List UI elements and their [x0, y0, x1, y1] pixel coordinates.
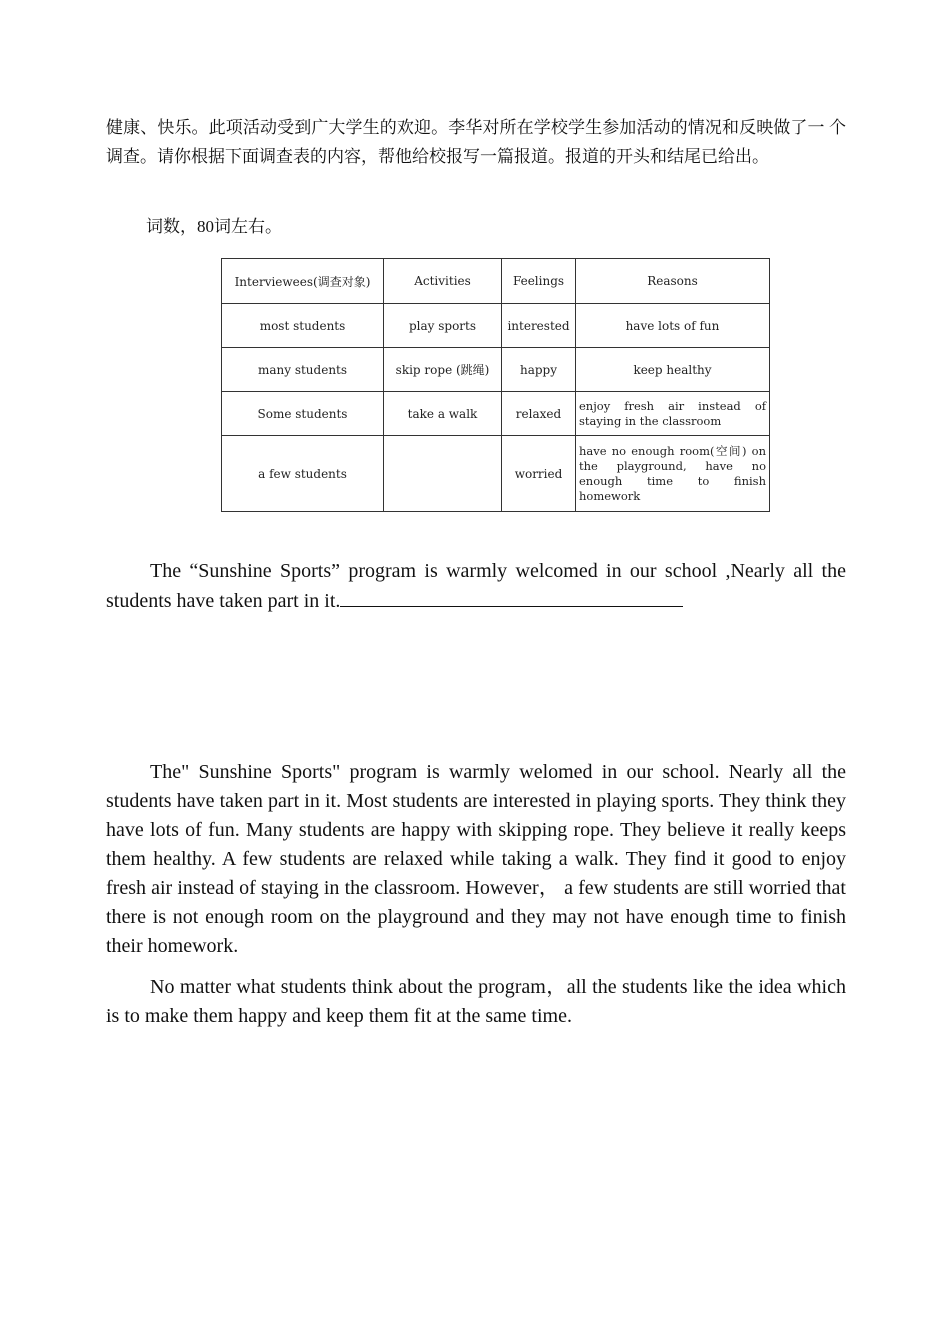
table-row [222, 436, 770, 512]
cell-interviewee: many students [222, 348, 384, 392]
essay-opening [106, 557, 846, 616]
header-reasons: Reasons [576, 259, 770, 304]
cell-reason: have lots of fun [576, 304, 770, 348]
essay-opening-text: The “Sunshine Sports” program is warmly welcomed in our school ,Nearly all the students have taken part in it. [106, 560, 846, 612]
cell-feeling: happy [502, 348, 576, 392]
cell-reason: keep healthy [576, 348, 770, 392]
cell-feeling: worried [502, 436, 576, 512]
cell-activity: take a walk [384, 392, 502, 436]
table-row [222, 304, 770, 348]
cell-reason: enjoy fresh air instead of staying in the classroom [576, 392, 770, 436]
word-count-requirement: 词数，80词左右。 [146, 217, 282, 236]
cell-interviewee: Some students [222, 392, 384, 436]
cell-activity [384, 436, 502, 512]
header-activities: Activities [384, 259, 502, 304]
cell-feeling: relaxed [502, 392, 576, 436]
task-instructions: 健康、快乐。此项活动受到广大学生的欢迎。李华对所在学校学生参加活动的情况和反映做了一 个调查。请你根据下面调查表的内容，帮他给校报写一篇报道。报道的开头和结尾已给出。 [106, 118, 846, 166]
answer-blank-line [340, 586, 683, 607]
cell-interviewee: most students [222, 304, 384, 348]
header-interviewees: Interviewees(调查对象) [222, 259, 384, 304]
survey-table [221, 258, 770, 512]
cell-feeling: interested [502, 304, 576, 348]
cell-activity: play sports [384, 304, 502, 348]
cell-interviewee: a few students [222, 436, 384, 512]
header-feelings: Feelings [502, 259, 576, 304]
essay-ending: No matter what students think about the program，all the students like the idea which is to make them happy and keep them fit at the same time. [106, 976, 846, 1027]
essay-answer: The" Sunshine Sports" program is warmly welomed in our school. Nearly all the students have taken part in it. Most students are interested in playing sports. They think they have lots of fun. Many students are happy with skipping rope. They believe it really keeps them healthy. A few students are relaxed while taking a walk. They find it good to enjoy fresh air instead of staying in the classroom. However， a few students are still worried that there is not enough room on the playground and they may not have enough time to finish their homework. [106, 761, 846, 957]
cell-activity: skip rope (跳绳) [384, 348, 502, 392]
table-header-row [222, 259, 770, 304]
table-row [222, 392, 770, 436]
table-row [222, 348, 770, 392]
cell-reason: have no enough room(空间) on the playground, have no enough time to finish homework [576, 436, 770, 512]
